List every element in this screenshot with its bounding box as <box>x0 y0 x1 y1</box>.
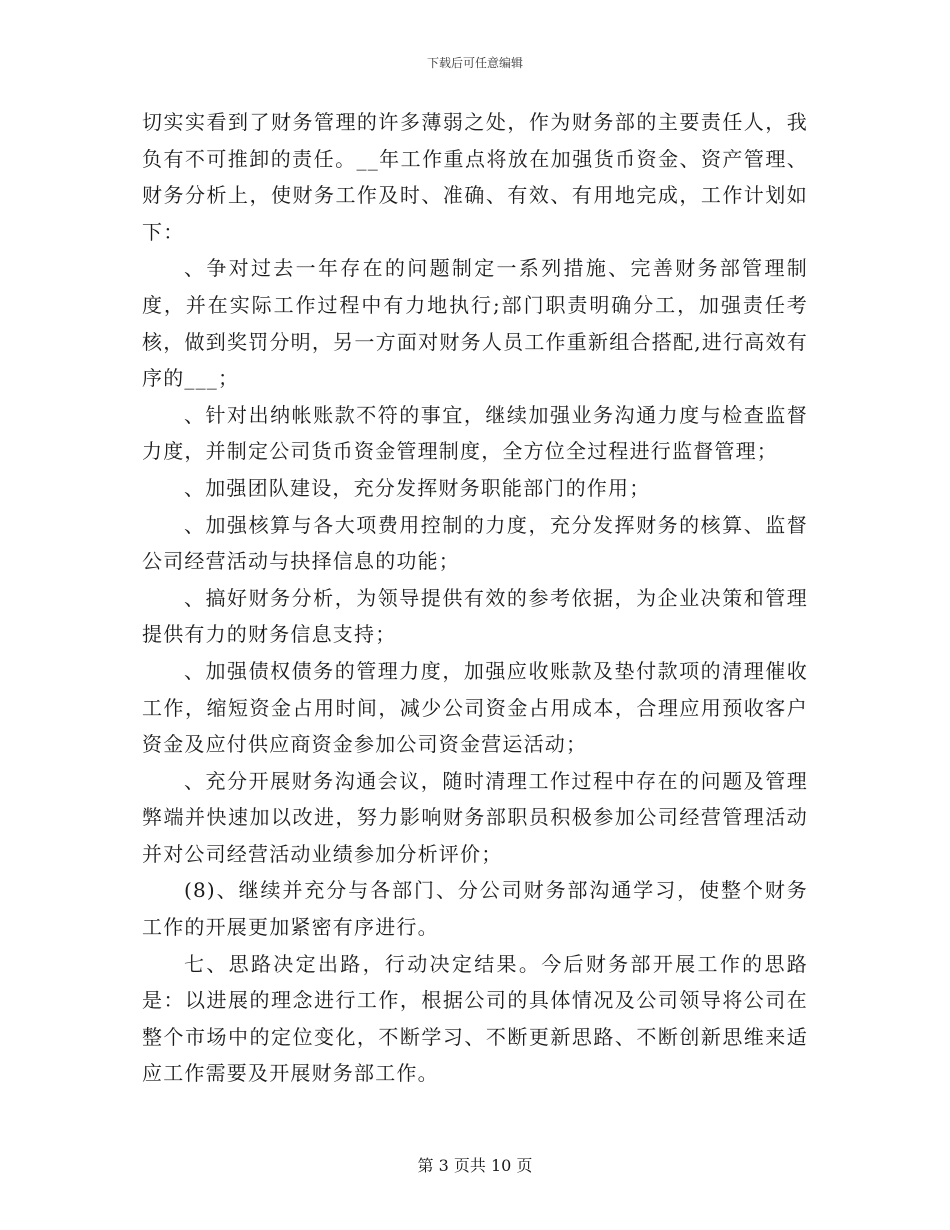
list-item-cashier: 、针对出纳帐账款不符的事宜，继续加强业务沟通力度与检查监督力度，并制定公司货币资金管理制度，全方位全过程进行监督管理； <box>142 402 808 464</box>
paragraph-section-seven: 七、思路决定出路，行动决定结果。今后财务部开展工作的思路是：以进展的理念进行工作，根据公司的具体情况及公司领导将公司在整个市场中的定位变化，不断学习、不断更新思路、不断创新思维来适应工作需要及开展财务部工作。 <box>142 951 808 1086</box>
list-item-debt: 、加强债权债务的管理力度，加强应收账款及垫付款项的清理催收工作，缩短资金占用时间，减少公司资金占用成本，合理应用预收客户资金及应付供应商资金参加公司资金营运活动； <box>142 658 808 757</box>
document-body <box>142 104 808 1092</box>
list-item-communication: (8)、继续并充分与各部门、分公司财务部沟通学习，使整个财务工作的开展更加紧密有序进行。 <box>142 878 808 940</box>
list-item-accounting: 、加强核算与各大项费用控制的力度，充分发挥财务的核算、监督公司经营活动与抉择信息的功能； <box>142 512 808 574</box>
list-item-analysis: 、搞好财务分析，为领导提供有效的参考依据，为企业决策和管理提供有力的财务信息支持； <box>142 585 808 647</box>
page-number: 第 3 页共 10 页 <box>417 1156 533 1175</box>
list-item-meetings: 、充分开展财务沟通会议，随时清理工作过程中存在的问题及管理弊端并快速加以改进，努力影响财务部职员积极参加公司经营管理活动并对公司经营活动业绩参加分析评价； <box>142 768 808 866</box>
page-header: 下载后可任意编辑 <box>426 56 523 70</box>
list-item-measures: 、争对过去一年存在的问题制定一系列措施、完善财务部管理制度，并在实际工作过程中有力地执行;部门职责明确分工，加强责任考核，做到奖罚分明，另一方面对财务人员工作重新组合搭配,进行高效有序的___； <box>142 256 808 391</box>
list-item-team: 、加强团队建设，充分发挥财务职能部门的作用； <box>184 475 651 500</box>
paragraph-continued: 切实实看到了财务管理的许多薄弱之处，作为财务部的主要责任人，我负有不可推卸的责任。__年工作重点将放在加强货币资金、资产管理、财务分析上，使财务工作及时、准确、有效、有用地完成，工作计划如下： <box>142 110 808 244</box>
